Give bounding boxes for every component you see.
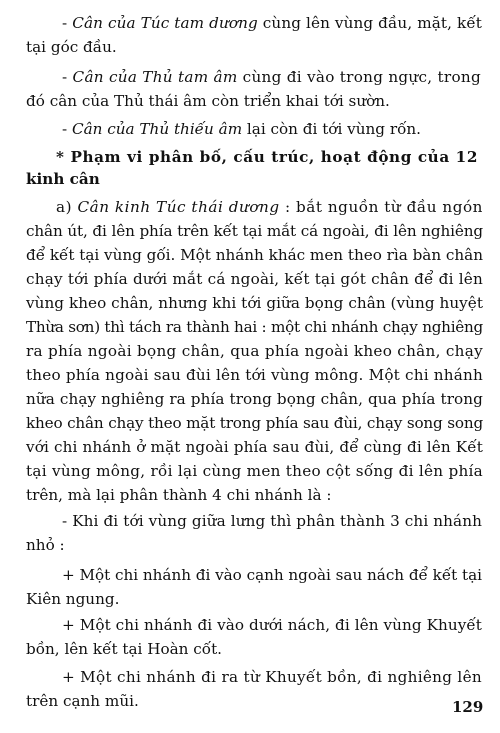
text-line (26, 91, 390, 111)
italic-text: Cân kinh Túc thái dương (77, 198, 280, 216)
text-line (26, 589, 119, 609)
text: - (62, 120, 72, 138)
text: theo phía ngoài sau đùi lên tới vùng mông. Một chi nhánh (26, 366, 483, 384)
text-line (26, 293, 483, 313)
text-line (26, 317, 483, 337)
text: đó cân của Thủ thái âm còn triển khai tới sườn. (26, 92, 390, 110)
text: kinh cân (26, 170, 100, 188)
text: cùng lên vùng đầu, mặt, kết (257, 14, 482, 32)
text: vùng kheo chân, nhưng khi tới giữa bọng chân (vùng huyệt (26, 294, 483, 312)
text: * Phạm vi phân bố, cấu trúc, hoạt động của 12 (56, 148, 478, 166)
text-line (26, 461, 483, 481)
text-line (26, 485, 332, 505)
text-line (56, 197, 483, 217)
text: ra phía ngoài bọng chân, qua phía ngoài kheo chân, chạy (26, 342, 483, 360)
text: bồn, lên kết tại Hoàn cốt. (26, 640, 223, 658)
text: + Một chi nhánh đi vào cạnh ngoài sau nách để kết tại (62, 566, 482, 584)
italic-text: Cân của Thủ thiếu âm (71, 120, 243, 138)
text: để kết tại vùng gối. Một nhánh khác men theo rìa bàn chân (26, 246, 483, 264)
text: Thừa sơn) thì tách ra thành hai : một chi nhánh chạy nghiêng (26, 318, 483, 336)
text-line (26, 221, 483, 241)
text: trên, mà lại phân thành 4 chi nhánh là : (26, 486, 332, 504)
page-number: 129 (452, 698, 484, 716)
text: a) (56, 198, 78, 216)
text: chân út, đi lên phía trên kết tại mắt cá ngoài, đi lên nghiêng (26, 222, 483, 240)
text-line (62, 565, 482, 585)
text: + Một chi nhánh đi vào dưới nách, đi lên vùng Khuyết (62, 616, 482, 634)
text-line (62, 119, 421, 139)
text-line (26, 535, 65, 555)
text-line (26, 437, 483, 457)
text: - (62, 14, 73, 32)
italic-text: Cân của Túc tam dương (72, 14, 258, 32)
text-line (26, 691, 139, 711)
text-line (26, 413, 483, 433)
text: trên cạnh mũi. (26, 692, 139, 710)
text: tại góc đầu. (26, 38, 117, 56)
text-line (26, 269, 483, 289)
text-line (62, 667, 482, 687)
text-line (56, 147, 478, 167)
text-line (26, 341, 483, 361)
text: nữa chạy nghiêng ra phía trong bọng chân, qua phía trong (26, 390, 483, 408)
text: kheo chân chạy theo mặt trong phía sau đùi, chạy song song (26, 414, 483, 432)
text-line (26, 639, 222, 659)
text-line (26, 365, 483, 385)
text: + Một chi nhánh đi ra từ Khuyết bồn, đi nghiêng lên (62, 668, 482, 686)
text: tại vùng mông, rồi lại cùng men theo cột sống đi lên phía (26, 462, 483, 480)
text-line (62, 13, 482, 33)
text-line (26, 389, 483, 409)
text: cùng đi vào trong ngực, trong (237, 68, 481, 86)
text-line (26, 169, 100, 189)
text-line (26, 245, 483, 265)
text: - (62, 68, 73, 86)
text: : bắt nguồn từ đầu ngón (279, 198, 483, 216)
italic-text: Cân của Thủ tam âm (72, 68, 238, 86)
text-line (62, 67, 481, 87)
text: với chi nhánh ở mặt ngoài phía sau đùi, để cùng đi lên Kết (26, 438, 483, 456)
text-line (62, 615, 482, 635)
text: - Khi đi tới vùng giữa lưng thì phân thành 3 chi nhánh (62, 512, 482, 530)
text: lại còn đi tới vùng rốn. (242, 120, 421, 138)
text-line (26, 37, 117, 57)
text: Kiên ngung. (26, 590, 120, 608)
text: nhỏ : (26, 536, 65, 554)
text-line (62, 511, 482, 531)
text: chạy tới phía dưới mắt cá ngoài, kết tại gót chân để đi lên (26, 270, 483, 288)
